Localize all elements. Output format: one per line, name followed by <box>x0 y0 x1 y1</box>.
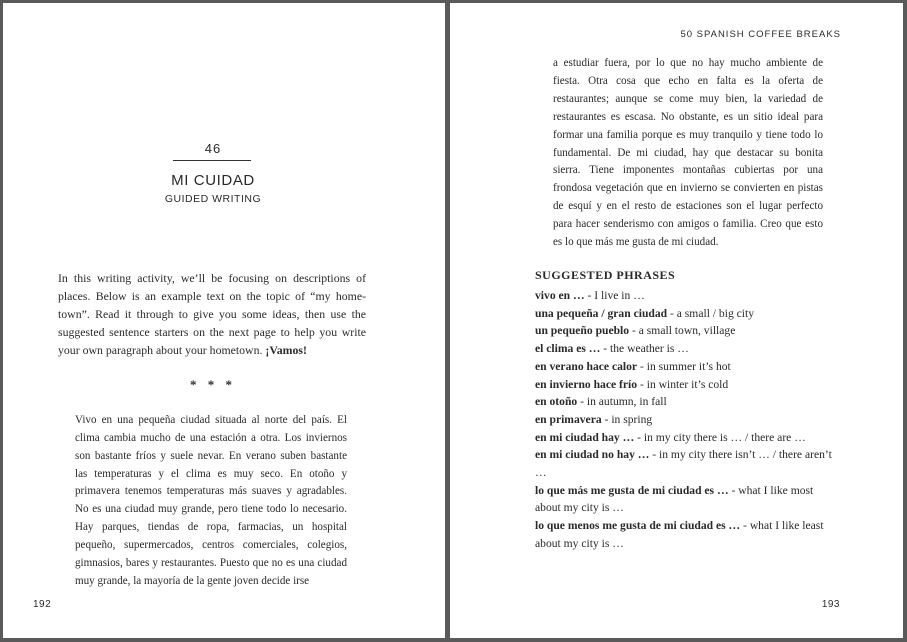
phrase-spanish: en verano hace calor <box>535 359 638 373</box>
phrase-english: - in spring <box>601 412 653 426</box>
phrase-spanish: en mi ciudad no hay … <box>535 448 650 462</box>
phrase-spanish: lo que menos me gusta de mi ciudad es … <box>535 519 741 533</box>
phrase-english: - in my city there isn’t … / there aren’t … <box>535 448 832 480</box>
phrase-item <box>535 358 835 376</box>
right-page <box>450 3 903 638</box>
phrase-english: - a small / big city <box>667 306 755 320</box>
phrase-english: - in summer it’s hot <box>637 359 731 373</box>
phrase-item <box>535 376 835 394</box>
intro-paragraph <box>58 269 366 359</box>
phrase-spanish: vivo en … <box>535 289 585 302</box>
phrase-spanish: una pequeña / gran ciudad <box>535 306 668 320</box>
phrase-spanish: lo que más me gusta de mi ciudad es … <box>535 483 729 497</box>
phrase-spanish: en primavera <box>535 412 602 426</box>
chapter-subtitle: GUIDED WRITING <box>164 193 262 205</box>
intro-emphasis: ¡Vamos! <box>265 343 307 357</box>
section-divider: * * * <box>190 377 236 392</box>
phrase-english: - in my city there is … / there are … <box>634 430 806 444</box>
phrase-item <box>535 482 835 517</box>
phrase-item <box>535 517 835 552</box>
phrase-english: - what I like most about my city is … <box>535 483 814 515</box>
phrase-english: - the weather is … <box>600 342 689 356</box>
phrase-item <box>535 305 835 323</box>
phrase-spanish: en invierno hace frío <box>535 377 638 391</box>
phrase-english: - I live in … <box>584 289 645 302</box>
phrase-item <box>535 287 835 305</box>
phrase-spanish: un pequeño pueblo <box>535 324 630 338</box>
phrase-english: - what I like least about my city is … <box>535 519 824 550</box>
phrase-spanish: el clima es … <box>535 342 601 356</box>
phrase-english: - in winter it’s cold <box>637 377 729 391</box>
page-number-left: 192 <box>33 599 52 610</box>
phrase-item <box>535 446 835 481</box>
phrase-spanish: en mi ciudad hay … <box>535 430 635 444</box>
suggested-phrases-list <box>535 287 835 553</box>
chapter-number: 46 <box>204 141 222 156</box>
intro-text: In this writing activity, we’ll be focusing on descriptions of places. Below is an example text on the topic of “my home-town”. Read it through to give you some ideas, then use the suggested sentence starters on the next page to help you write your own paragraph about your hometown. <box>58 271 366 357</box>
suggested-phrases-title: SUGGESTED PHRASES <box>535 268 676 282</box>
phrase-item <box>535 411 835 429</box>
continued-text: a estudiar fuera, por lo que no hay mucho ambiente de fiesta. Otra cosa que echo en falta es la oferta de restaurantes; aunque se come muy bien, la variedad de restaurantes es escasa. No obstante, es un sitio ideal para formar una familia porque es muy tranquilo y tiene todo lo fundamental. De mi ciudad, hay que destacar su bonita sierra. Tiene imponentes montañas cubiertas por una frondosa vegetación que en invierno se convierten en pistas de esquí y en el resto de estaciones son el lugar perfecto para hacer senderismo con amigos o familia. Creo que esto es lo que más me gusta de mi ciudad. <box>553 57 823 249</box>
running-head: 50 SPANISH COFFEE BREAKS <box>680 29 841 40</box>
phrase-item <box>535 429 835 447</box>
phrase-item <box>535 340 835 358</box>
phrase-item <box>535 322 835 340</box>
phrase-english: - in autumn, in fall <box>577 395 667 409</box>
phrase-english: - a small town, village <box>629 324 736 338</box>
left-page <box>3 3 445 638</box>
chapter-rule <box>173 160 251 161</box>
page-number-right: 193 <box>821 599 840 610</box>
chapter-title: MI CUIDAD <box>171 172 255 189</box>
phrase-item <box>535 393 835 411</box>
example-text: Vivo en una pequeña ciudad situada al norte del país. El clima cambia mucho de una estación a otra. Los inviernos son bastante fríos y suele nevar. En verano suben bastante las temperaturas y el clima es muy seco. En otoño y primavera tenemos temperaturas más suaves y agradables. No es una ciudad muy grande, pero tiene todo lo necesario. Hay parques, tiendas de ropa, farmacias, un hospital pequeño, supermercados, centros comerciales, colegios, gimnasios, bares y restaurantes. Puesto que no es una ciudad muy grande, la mayoría de la gente joven decide irse <box>75 414 347 587</box>
phrase-spanish: en otoño <box>535 395 578 409</box>
